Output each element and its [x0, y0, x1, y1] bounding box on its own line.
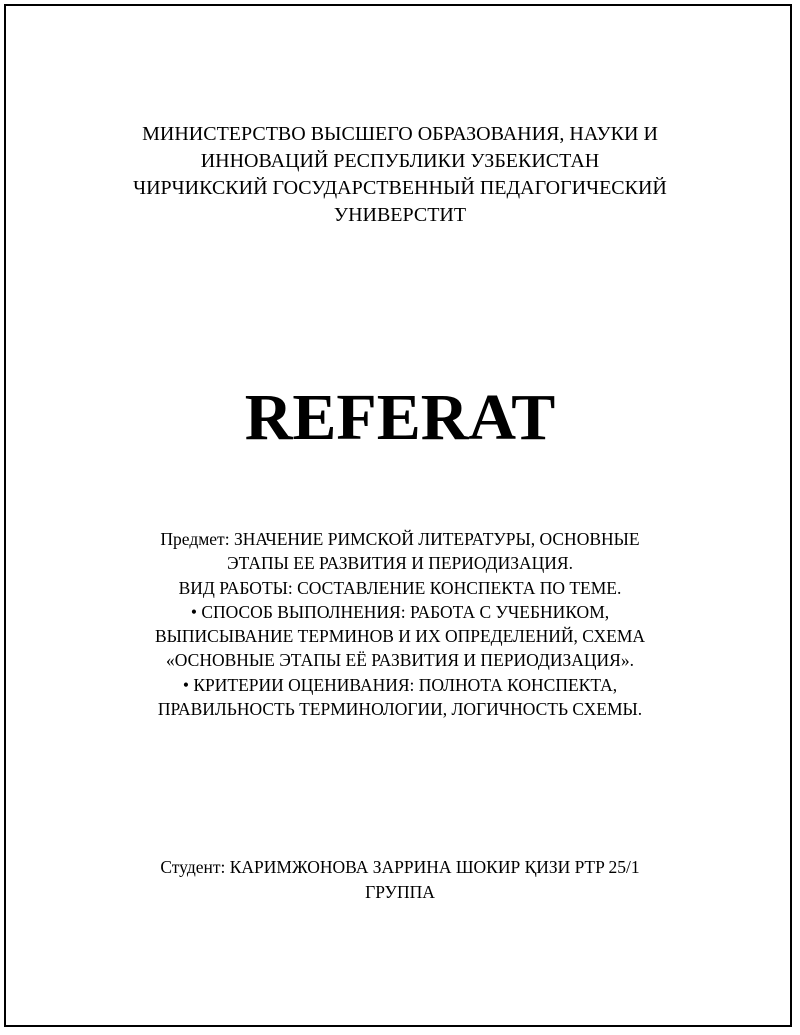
university-line: УНИВЕРСТИТ: [333, 204, 467, 226]
student-name-line: Студент: КАРИМЖОНОВА ЗАРРИНА ШОКИР ҚИЗИ PTP 25/1: [160, 857, 640, 877]
ministry-line: ИННОВАЦИЙ РЕСПУБЛИКИ УЗБЕКИСТАН: [200, 150, 600, 172]
criteria-line: ПРАВИЛЬНОСТЬ ТЕРМИНОЛОГИИ, ЛОГИЧНОСТЬ СХЕМЫ.: [157, 699, 643, 720]
subject-line: ЭТАПЫ ЕЕ РАЗВИТИЯ И ПЕРИОДИЗАЦИЯ.: [227, 553, 573, 574]
criteria-line: • КРИТЕРИИ ОЦЕНИВАНИЯ: ПОЛНОТА КОНСПЕКТА,: [182, 674, 618, 695]
ministry-header: [0, 121, 800, 229]
student-info: [0, 855, 800, 905]
method-line: «ОСНОВНЫЕ ЭТАПЫ ЕЁ РАЗВИТИЯ И ПЕРИОДИЗАЦИЯ».: [166, 650, 634, 671]
subject-line: Предмет: ЗНАЧЕНИЕ РИМСКОЙ ЛИТЕРАТУРЫ, ОСНОВНЫЕ: [160, 529, 640, 549]
method-line: • СПОСОБ ВЫПОЛНЕНИЯ: РАБОТА С УЧЕБНИКОМ,: [190, 601, 610, 622]
student-group-line: ГРУППА: [365, 882, 435, 902]
document-title: REFERAT: [244, 381, 556, 454]
work-type-line: ВИД РАБОТЫ: СОСТАВЛЕНИЕ КОНСПЕКТА ПО ТЕМЕ.: [178, 577, 622, 598]
ministry-line: МИНИСТЕРСТВО ВЫСШЕГО ОБРАЗОВАНИЯ, НАУКИ И: [142, 123, 658, 145]
method-line: ВЫПИСЫВАНИЕ ТЕРМИНОВ И ИХ ОПРЕДЕЛЕНИЙ, СХЕМА: [154, 626, 646, 647]
assignment-details: [0, 527, 800, 721]
university-line: ЧИРЧИКСКИЙ ГОСУДАРСТВЕННЫЙ ПЕДАГОГИЧЕСКИЙ: [133, 177, 667, 199]
